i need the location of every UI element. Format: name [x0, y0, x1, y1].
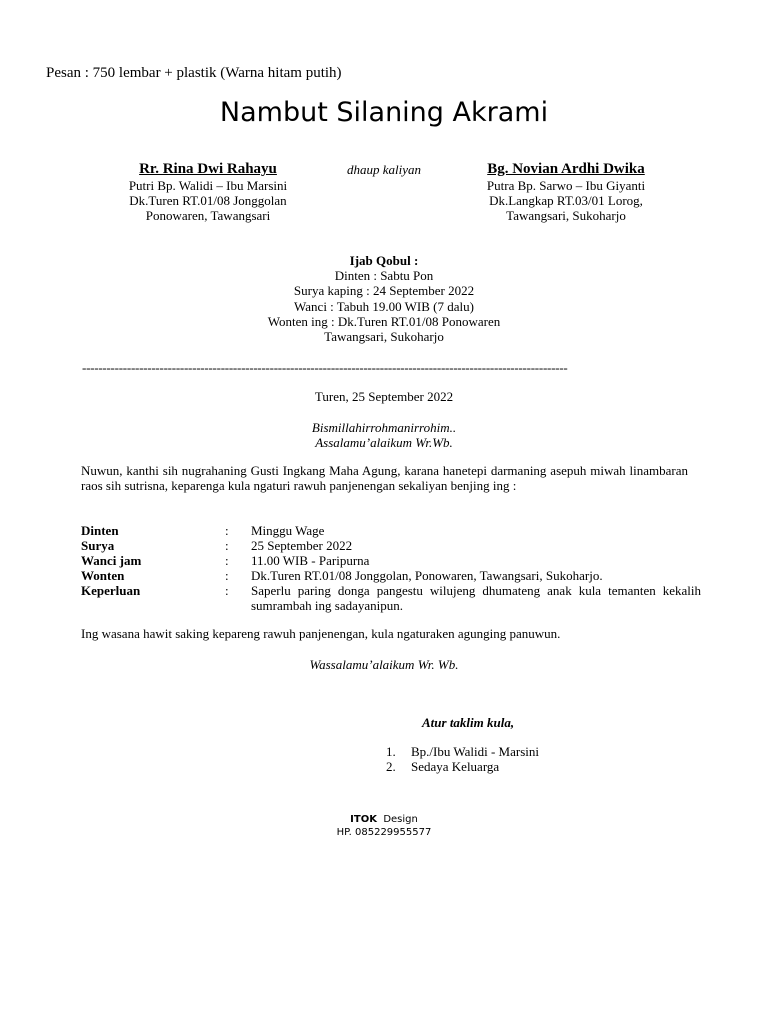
detail-colon: :: [225, 523, 229, 538]
ijab-time: Wanci : Tabuh 19.00 WIB (7 dalu): [294, 298, 474, 314]
list-item: [386, 744, 539, 759]
detail-value: 25 September 2022: [251, 538, 353, 553]
detail-value: Dk.Turen RT.01/08 Jonggolan, Ponowaren, Tawangsari, Sukoharjo.: [251, 568, 603, 583]
event-details: [81, 523, 711, 613]
signers-list: [386, 744, 539, 774]
groom-block: [452, 160, 680, 223]
detail-label: Dinten: [81, 523, 119, 538]
detail-colon: :: [225, 538, 229, 553]
bride-parents: Putri Bp. Walidi – Ibu Marsini: [128, 178, 288, 193]
order-note: Pesan : 750 lembar + plastik (Warna hitam putih): [46, 65, 342, 81]
detail-value: Saperlu paring donga pangestu wilujeng dhumateng anak kula temanten kekalih sumrambah ing sadayanipun.: [251, 583, 701, 613]
letter-place-date: Turen, 25 September 2022: [314, 389, 454, 404]
signer-name: Bp./Ibu Walidi - Marsini: [411, 744, 539, 759]
connector-text: dhaup kaliyan: [346, 162, 421, 177]
detail-colon: :: [225, 568, 229, 583]
detail-colon: :: [225, 553, 229, 568]
ijab-place-2: Tawangsari, Sukoharjo: [324, 329, 444, 345]
list-number: 2.: [386, 759, 396, 774]
detail-row: [81, 568, 711, 583]
detail-label: Surya: [81, 538, 115, 553]
page-title: Nambut Silaning Akrami: [219, 97, 549, 128]
detail-label: Wonten: [81, 568, 125, 583]
letter-opening-1: Bismillahirrohmanirrohim..: [311, 420, 457, 435]
list-item: [386, 759, 539, 774]
groom-address-2: Tawangsari, Sukoharjo: [506, 208, 626, 223]
list-number: 1.: [386, 744, 396, 759]
letter-closing: Ing wasana hawit saking kepareng rawuh panjenengan, kula ngaturaken agunging panuwun.: [81, 626, 561, 641]
detail-row: [81, 583, 711, 613]
ijab-day: Dinten : Sabtu Pon: [334, 268, 434, 284]
bride-address-2: Ponowaren, Tawangsari: [145, 208, 271, 223]
detail-label: Wanci jam: [81, 553, 142, 568]
sign-heading: Atur taklim kula,: [422, 715, 515, 730]
detail-row: [81, 523, 711, 538]
ijab-date: Surya kaping : 24 September 2022: [293, 283, 475, 299]
ijab-place-1: Wonten ing : Dk.Turen RT.01/08 Ponowaren: [267, 313, 501, 329]
detail-label: Keperluan: [81, 583, 141, 598]
letter-salam: Wassalamu’alaikum Wr. Wb.: [309, 657, 459, 672]
design-brand: ITOK: [350, 814, 377, 825]
design-label: Design: [383, 814, 418, 825]
bride-address-1: Dk.Turen RT.01/08 Jonggolan: [129, 193, 287, 208]
detail-value: 11.00 WIB - Paripurna: [251, 553, 370, 568]
bride-block: [98, 160, 318, 223]
letter-intro: Nuwun, kanthi sih nugrahaning Gusti Ingkang Maha Agung, karana hanetepi darmaning asepuh miwah linambaran raos sih sutrisna, keparenga kula ngaturi rawuh panjenengan sekaliyan benjing ing :: [81, 463, 688, 493]
detail-colon: :: [225, 583, 229, 598]
groom-name: Bg. Novian Ardhi Dwika: [487, 161, 645, 177]
groom-parents: Putra Bp. Sarwo – Ibu Giyanti: [486, 178, 646, 193]
ijab-heading: Ijab Qobul :: [349, 253, 419, 268]
detail-row: [81, 538, 711, 553]
ijab-qobul-section: [0, 253, 768, 344]
detail-value: Minggu Wage: [251, 523, 325, 538]
design-phone: HP. 085229955577: [336, 827, 432, 838]
design-credit: [0, 813, 768, 826]
detail-row: [81, 553, 711, 568]
bride-name: Rr. Rina Dwi Rahayu: [139, 161, 277, 177]
groom-address-1: Dk.Langkap RT.03/01 Lorog,: [489, 193, 643, 208]
letter-opening-2: Assalamu’alaikum Wr.Wb.: [315, 435, 453, 450]
signer-name: Sedaya Keluarga: [411, 759, 500, 774]
separator-line: -----------------------------------------------------------------------------------------------------------------------: [82, 360, 568, 375]
